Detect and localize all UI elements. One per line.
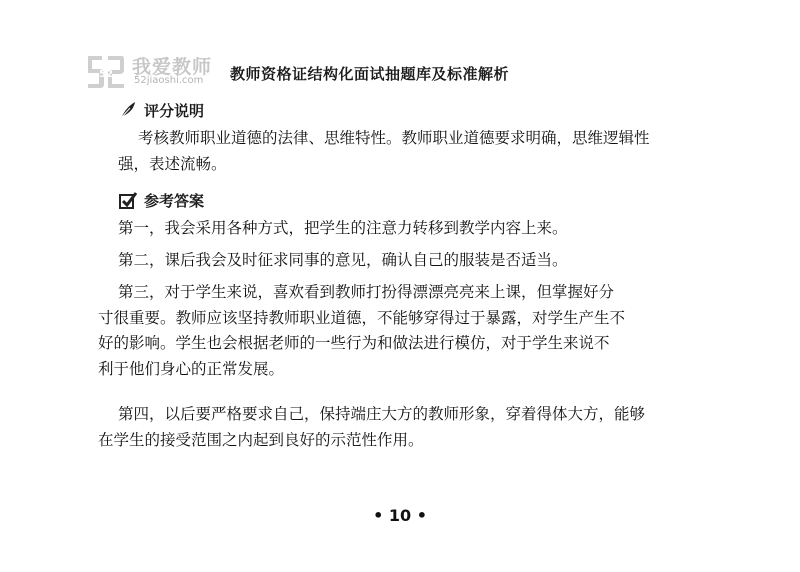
logo-url: 52jiaoshi.com xyxy=(134,75,204,86)
answer-paragraph-4 xyxy=(98,402,696,453)
text-line: 第二，课后我会及时征求同事的意见，确认自己的服装是否适当。 xyxy=(118,251,568,269)
scoring-heading-label: 评分说明 xyxy=(144,101,205,120)
feather-pen-icon xyxy=(118,100,138,120)
logo-brand-name: 我爱教师 xyxy=(132,56,213,78)
text-line: 第一，我会采用各种方式，把学生的注意力转移到教学内容上来。 xyxy=(118,219,568,237)
book-title: 教师资格证结构化面试抽题库及标准解析 xyxy=(230,65,510,83)
brand-logo xyxy=(84,50,224,96)
answer-paragraph-2 xyxy=(118,248,716,274)
text-line: 好的影响。学生也会根据老师的一些行为和做法进行模仿，对于学生来说不 xyxy=(98,334,610,352)
answer-paragraph-3 xyxy=(98,280,696,382)
answer-paragraph-1 xyxy=(118,216,716,242)
answer-heading-label: 参考答案 xyxy=(144,191,205,210)
logo-mark-text: 52 xyxy=(99,69,113,80)
text-line: 寸很重要。教师应该坚持教师职业道德，不能够穿得过于暴露，对学生产生不 xyxy=(98,308,626,327)
text-line: 第三，对于学生来说，喜欢看到教师打扮得漂漂亮亮来上课，但掌握好分 xyxy=(118,283,615,301)
answer-heading xyxy=(118,188,204,212)
text-line: 强，表述流畅。 xyxy=(118,154,227,173)
logo-mark-icon xyxy=(84,52,128,92)
text-line: 利于他们身心的正常发展。 xyxy=(98,359,285,378)
text-line: 考核教师职业道德的法律、思维特性。教师职业道德要求明确，思维逻辑性 xyxy=(138,129,650,147)
scoring-heading xyxy=(118,98,204,122)
text-line: 第四，以后要严格要求自己，保持端庄大方的教师形象，穿着得体大方，能够 xyxy=(118,405,646,423)
scoring-paragraph xyxy=(118,126,716,177)
page-number: • 10 • xyxy=(373,506,427,525)
checkbox-checked-icon xyxy=(118,190,138,210)
text-line: 在学生的接受范围之内起到良好的示范性作用。 xyxy=(98,430,424,449)
